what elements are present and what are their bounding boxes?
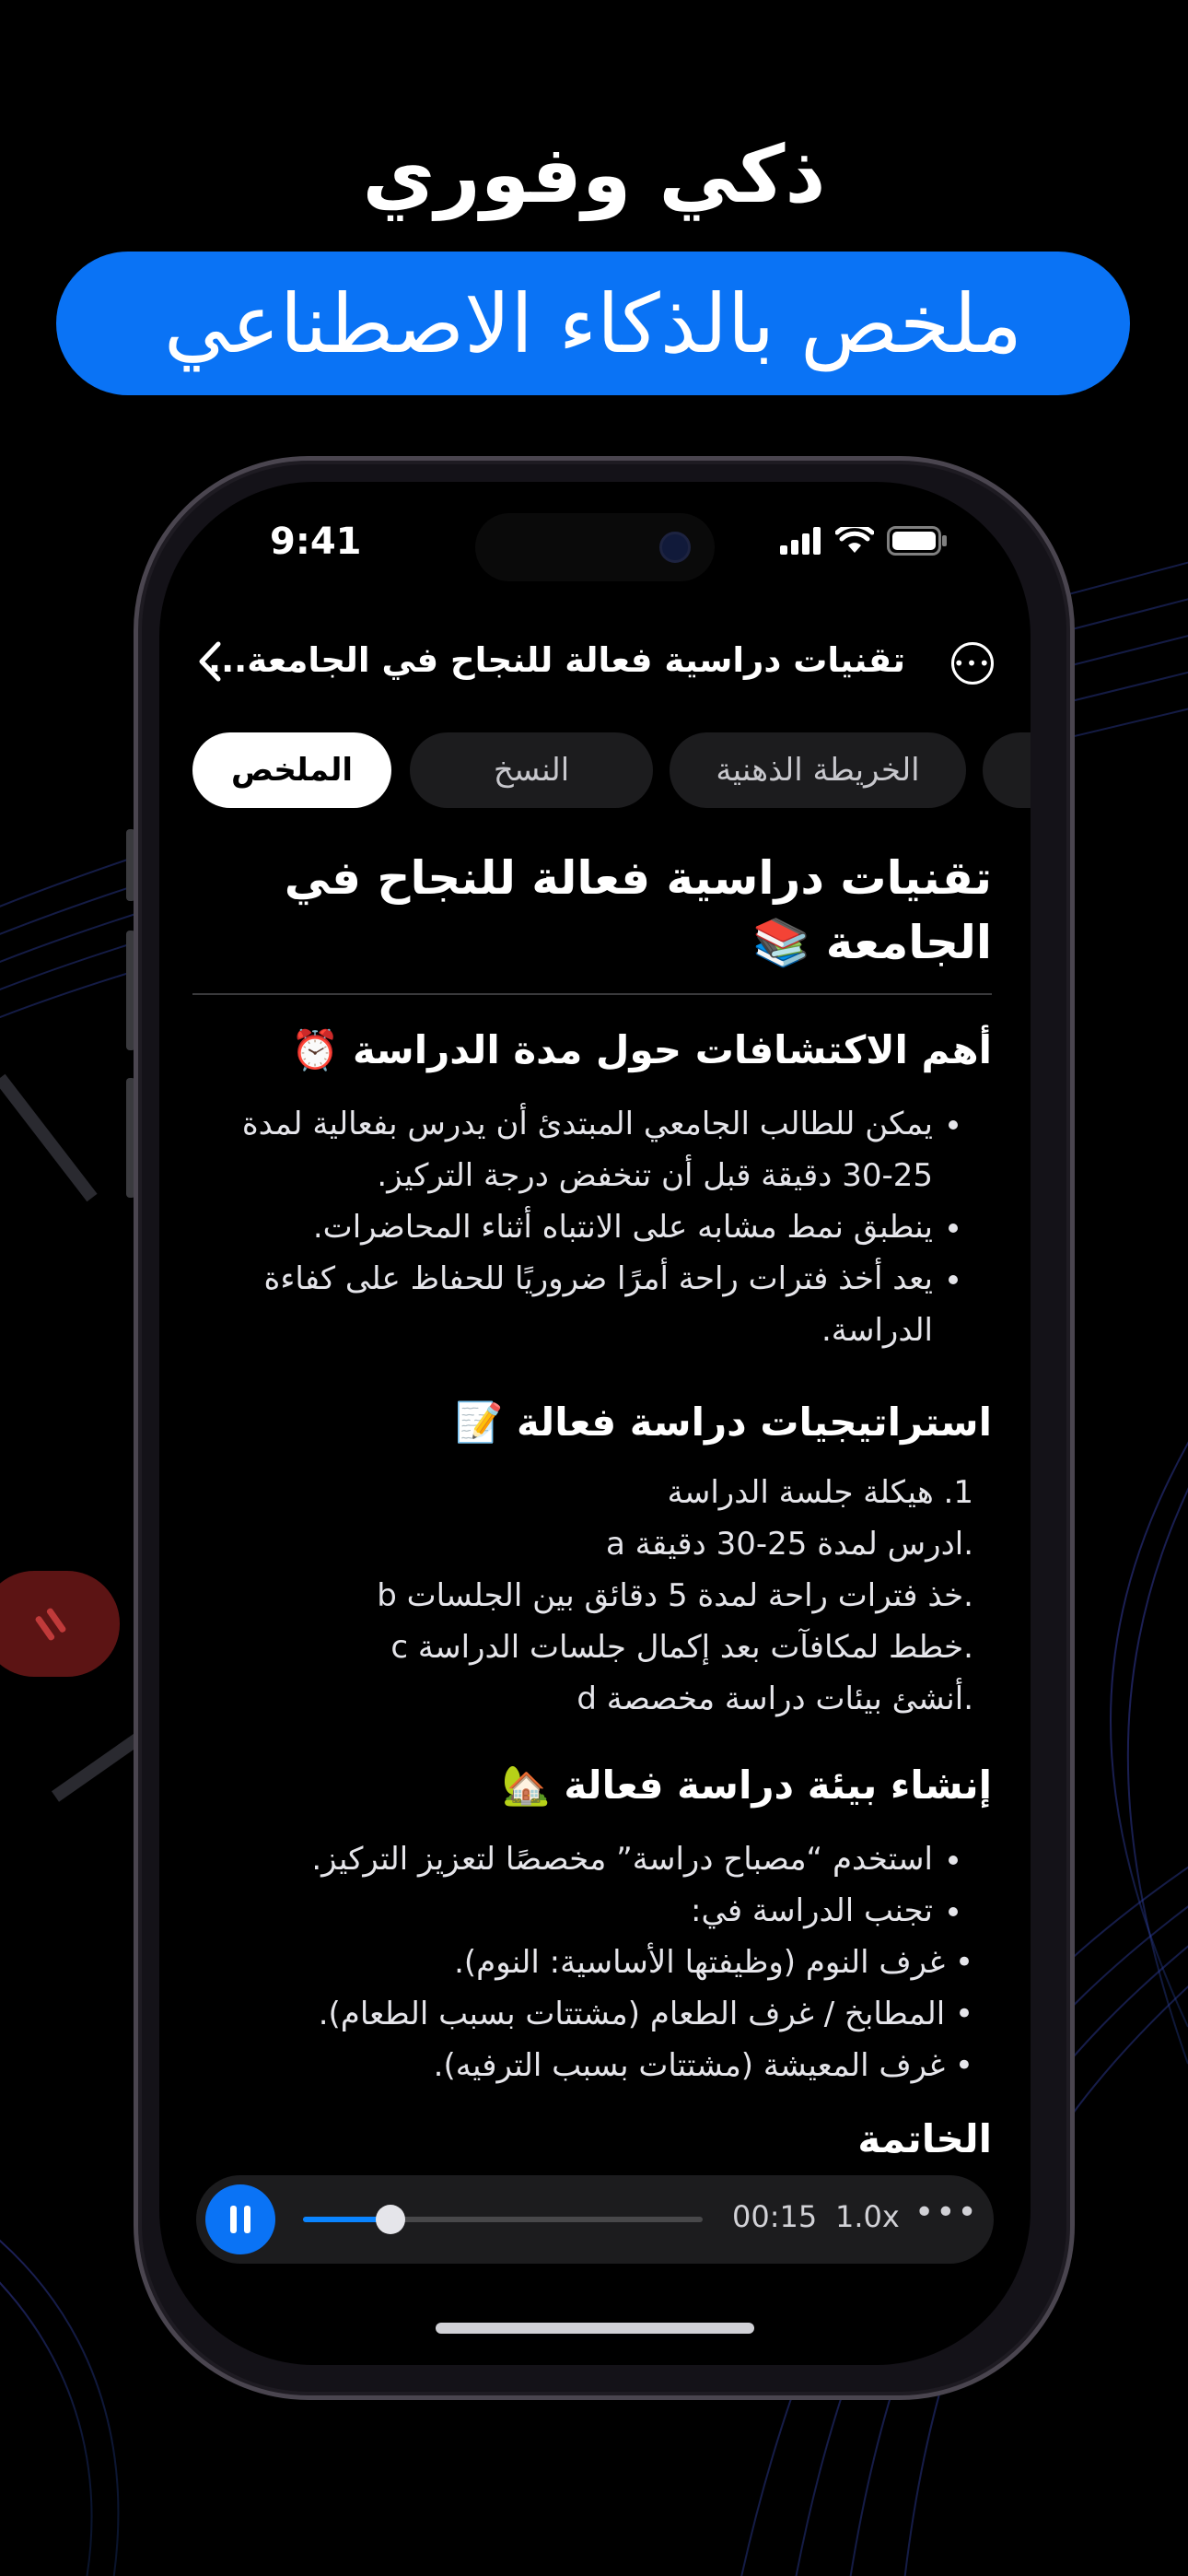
section-heading: أهم الاكتشافات حول مدة الدراسة ⏰ (291, 1027, 992, 1072)
signal-icon (780, 527, 822, 555)
dynamic-island (475, 513, 715, 581)
wifi-icon (835, 527, 874, 555)
divider (192, 993, 992, 995)
progress-slider[interactable] (303, 2217, 703, 2222)
status-icons (780, 526, 948, 556)
marketing-headline: ذكي وفوري (362, 129, 826, 221)
list-item: .خذ فترات راحة لمدة 5 دقائق بين الجلسات b (377, 1577, 973, 1614)
tab-summary[interactable]: الملخص (192, 732, 391, 808)
playback-speed-button[interactable]: 1.0x (835, 2199, 900, 2234)
list-item: • استخدم “مصباح دراسة” مخصصًا لتعزيز التركيز. (239, 1833, 933, 1885)
sub-list (192, 1937, 992, 2091)
summary-title: تقنيات دراسية فعالة للنجاح في الجامعة 📚 (284, 851, 992, 969)
tab-bar (192, 732, 1031, 810)
camera-icon (659, 532, 691, 563)
list-item: • غرف المعيشة (مشتتات بسبب الترفيه). (433, 2047, 973, 2084)
status-time: 9:41 (270, 521, 362, 563)
list-item: .خطط لمكافآت بعد إكمال جلسات الدراسة c (390, 1629, 973, 1666)
phone-screen (159, 482, 1031, 2365)
record-pause-button-background (0, 1571, 120, 1677)
tab-transcript[interactable]: النسخ (410, 732, 653, 808)
pause-icon (227, 2204, 254, 2235)
list-item: .أنشئ بيئات دراسة مخصصة d (577, 1680, 973, 1717)
pause-icon (28, 1601, 74, 1647)
ellipsis-icon[interactable]: ••• (914, 2194, 979, 2231)
section-heading: إنشاء بيئة دراسة فعالة 🏡 (502, 1762, 992, 1808)
list-item: • غرف النوم (وظيفتها الأساسية: النوم). (454, 1944, 973, 1981)
progress-handle[interactable] (376, 2205, 405, 2234)
list-item: • ينطبق نمط مشابه على الانتباه أثناء المحاضرات. (239, 1201, 933, 1253)
bullet-list (192, 1833, 992, 1937)
list-item: • يعد أخذ فترات راحة أمرًا ضروريًا للحفاظ على كفاءة الدراسة. (239, 1253, 933, 1356)
marketing-pill-label: ملخص بالذكاء الاصطناعي (164, 275, 1022, 371)
nav-title: تقنيات دراسية فعالة للنجاح في الجامعة... (208, 640, 905, 680)
list-item: 1. هيكلة جلسة الدراسة (667, 1474, 973, 1511)
playback-time: 00:15 (732, 2199, 818, 2234)
list-item: • المطابخ / غرف الطعام (مشتتات بسبب الطعام). (318, 1996, 973, 2032)
numbered-list (192, 1467, 992, 1725)
bullet-list (192, 1098, 992, 1356)
tab-mind-map[interactable]: الخريطة الذهنية (670, 732, 966, 808)
tab-more[interactable] (983, 732, 1031, 808)
nav-bar (159, 618, 1031, 714)
list-item: • يمكن للطالب الجامعي المبتدئ أن يدرس بفعالية لمدة 25-30 دقيقة قبل أن تنخفض درجة التركيز. (239, 1098, 933, 1201)
summary-content (192, 846, 992, 2167)
list-item: .ادرس لمدة 25-30 دقيقة a (606, 1526, 973, 1563)
pause-button[interactable] (205, 2184, 275, 2254)
marketing-pill (56, 252, 1130, 395)
list-item: • تجنب الدراسة في: (239, 1885, 933, 1937)
section-heading: استراتيجيات دراسة فعالة 📝 (455, 1399, 992, 1445)
ellipsis-circle-icon[interactable]: ••• (951, 642, 994, 685)
battery-icon (887, 526, 948, 556)
conclusion-heading: الخاتمة (857, 2116, 992, 2161)
home-indicator (436, 2323, 754, 2334)
audio-player (196, 2175, 994, 2264)
